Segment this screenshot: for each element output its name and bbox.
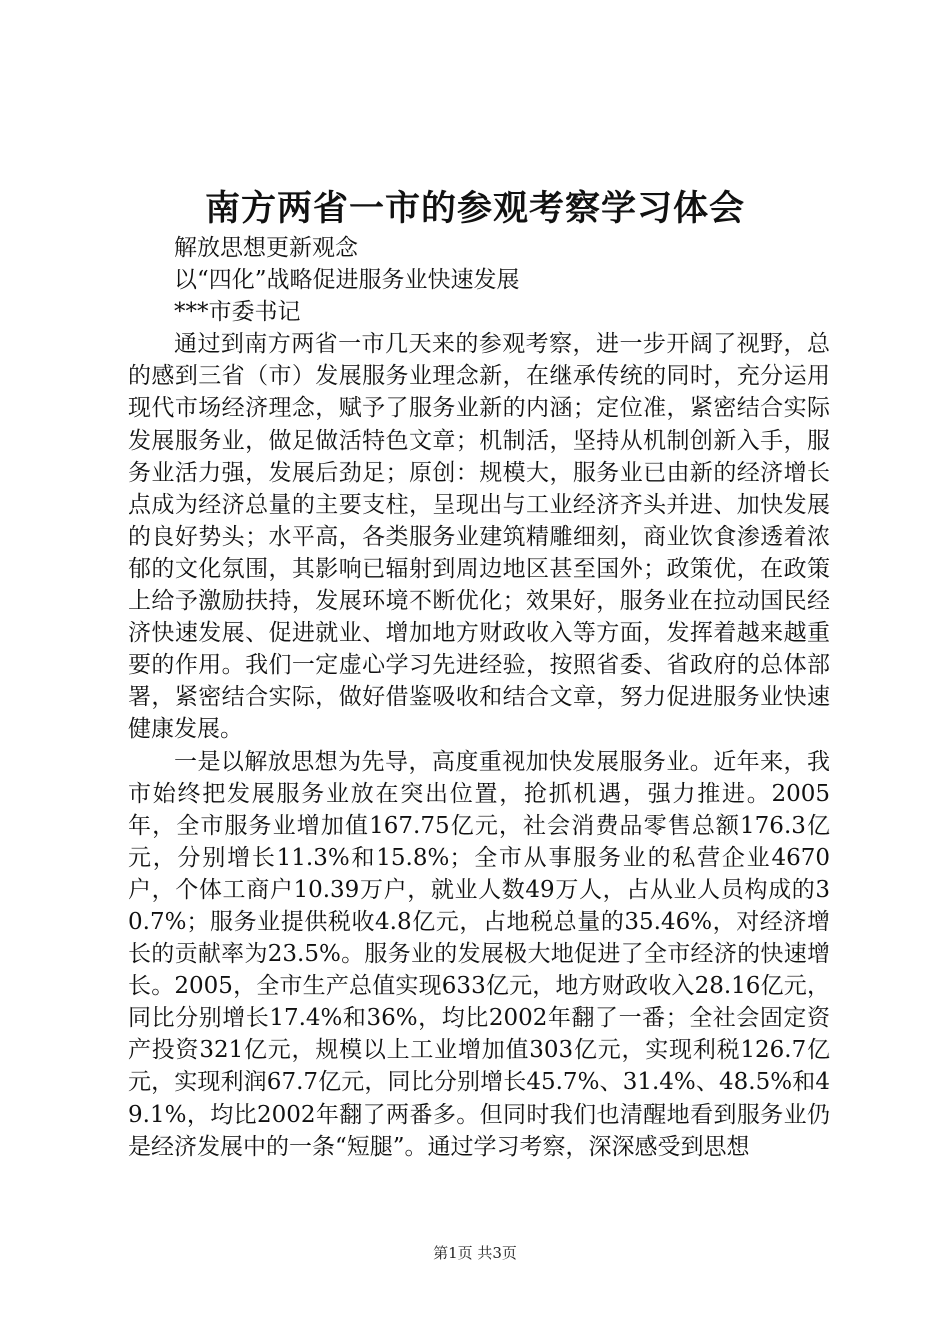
paragraph: 通过到南方两省一市几天来的参观考察，进一步开阔了视野，总的感到三省（市）发展服务业理念新，在继承传统的同时，充分运用现代市场经济理念，赋予了服务业新的内涵；定位准，紧密结合实际发展服务业，做足做活特色文章；机制活，坚持从机制创新入手，服务业活力强，发展后劲足；原创：规模大，服务业已由新的经济增长点成为经济总量的主要支柱，呈现出与工业经济齐头并进、加快发展的良好势头；水平高，各类服务业建筑精雕细刻，商业饮食渗透着浓郁的文化氛围，其影响已辐射到周边地区甚至国外；政策优，在政策上给予激励扶持，发展环境不断优化；效果好，服务业在拉动国民经济快速发展、促进就业、增加地方财政收入等方面，发挥着越来越重要的作用。我们一定虚心学习先进经验，按照省委、省政府的总体部署，紧密结合实际，做好借鉴吸收和结合文章，努力促进服务业快速健康发展。 (128, 331, 830, 743)
document-title: 南方两省一市的参观考察学习体会 (204, 189, 745, 229)
subtitle-line-2: 以“四化”战略促进服务业快速发展 (174, 267, 520, 294)
page-number-footer: 第1页 共3页 (433, 1244, 517, 1262)
document-body (128, 232, 830, 1163)
author-line: ***市委书记 (174, 299, 301, 326)
paragraph: 一是以解放思想为先导，高度重视加快发展服务业。近年来，我市始终把发展服务业放在突出位置，抢抓机遇，强力推进。2005年，全市服务业增加值167.75亿元，社会消费品零售总额176.3亿元，分别增长11.3%和15.8%；全市从事服务业的私营企业4670户，个体工商户10.39万户，就业人数49万人，占从业人员构成的30.7%；服务业提供税收4.8亿元，占地税总量的35.46%，对经济增长的贡献率为23.5%。服务业的发展极大地促进了全市经济的快速增长。2005，全市生产总值实现633亿元，地方财政收入28.16亿元，同比分别增长17.4%和36%，均比2002年翻了一番；全社会固定资产投资321亿元，规模以上工业增加值303亿元，实现利税126.7亿元，实现利润67.7亿元，同比分别增长45.7%、31.4%、48.5%和49.1%，均比2002年翻了两番多。但同时我们也清醒地看到服务业仍是经济发展中的一条“短腿”。通过学习考察，深深感受到思想 (128, 748, 830, 1160)
subtitle-line-1: 解放思想更新观念 (174, 235, 358, 261)
